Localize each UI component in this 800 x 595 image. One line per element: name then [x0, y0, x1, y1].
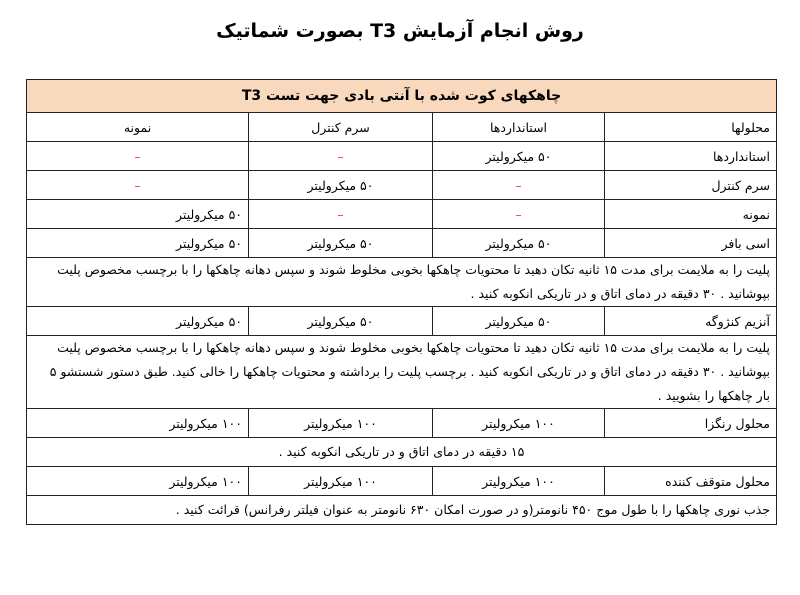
cell-value: ۱۰۰ میکرولیتر	[27, 467, 249, 496]
row-label: اسی بافر	[605, 229, 777, 258]
table-row	[27, 307, 777, 336]
cell-empty: –	[27, 171, 249, 200]
table-header: چاهکهای کوت شده با آنتی بادی جهت تست T3	[27, 80, 777, 113]
col-solutions: محلولها	[605, 113, 777, 142]
cell-value: ۵۰ میکرولیتر	[433, 229, 605, 258]
table-row	[27, 409, 777, 438]
cell-value: ۱۰۰ میکرولیتر	[249, 467, 433, 496]
column-header-row	[27, 113, 777, 142]
instruction-note-2: پلیت را به ملایمت برای مدت ۱۵ ثانیه تکان دهید تا محتویات چاهکها بخوبی مخلوط شوند و سپس دهانه چاهکها را با برچسب مخصوص پلیت بپوشانید . ۳۰ دقیقه در دمای اتاق و در تاریکی انکوبه کنید . برچسب پلیت را برداشته و محتویات چاهکها را خالی کنید. طبق دستور شستشو ۵ بار چاهکها را بشویید .	[27, 336, 777, 409]
note-row	[27, 336, 777, 409]
table-row	[27, 200, 777, 229]
table-row	[27, 467, 777, 496]
cell-value: ۵۰ میکرولیتر	[27, 200, 249, 229]
cell-value: ۱۰۰ میکرولیتر	[249, 409, 433, 438]
cell-empty: –	[249, 200, 433, 229]
instruction-note-1: پلیت را به ملایمت برای مدت ۱۵ ثانیه تکان دهید تا محتویات چاهکها بخوبی مخلوط شوند و سپس دهانه چاهکها را با برچسب مخصوص پلیت بپوشانید . ۳۰ دقیقه در دمای اتاق و در تاریکی انکوبه کنید .	[27, 258, 777, 307]
table-row	[27, 142, 777, 171]
document-title: روش انجام آزمایش T3 بصورت شماتیک	[216, 20, 584, 42]
table-row	[27, 229, 777, 258]
row-label: نمونه	[605, 200, 777, 229]
table-row	[27, 171, 777, 200]
instruction-note-4: جذب نوری چاهکها را با طول موج ۴۵۰ نانومتر(و در صورت امکان ۶۳۰ نانومتر به عنوان فیلتر رفرانس) قرائت کنید .	[27, 496, 777, 525]
row-label: استانداردها	[605, 142, 777, 171]
cell-value: ۱۰۰ میکرولیتر	[27, 409, 249, 438]
cell-empty: –	[249, 142, 433, 171]
table-header-row	[27, 80, 777, 113]
cell-value: ۵۰ میکرولیتر	[27, 307, 249, 336]
note-row	[27, 258, 777, 307]
cell-value: ۵۰ میکرولیتر	[433, 307, 605, 336]
cell-value: ۵۰ میکرولیتر	[27, 229, 249, 258]
cell-value: ۱۰۰ میکرولیتر	[433, 467, 605, 496]
cell-value: ۵۰ میکرولیتر	[249, 171, 433, 200]
note-row	[27, 496, 777, 525]
cell-value: ۱۰۰ میکرولیتر	[433, 409, 605, 438]
cell-value: ۵۰ میکرولیتر	[249, 229, 433, 258]
col-standards: استانداردها	[433, 113, 605, 142]
cell-value: ۵۰ میکرولیتر	[433, 142, 605, 171]
col-control-serum: سرم کنترل	[249, 113, 433, 142]
note-row	[27, 438, 777, 467]
col-sample: نمونه	[27, 113, 249, 142]
cell-empty: –	[27, 142, 249, 171]
row-label: سرم کنترل	[605, 171, 777, 200]
instruction-note-3: ۱۵ دقیقه در دمای اتاق و در تاریکی انکوبه کنید .	[27, 438, 777, 467]
protocol-table	[26, 79, 777, 525]
cell-value: ۵۰ میکرولیتر	[249, 307, 433, 336]
cell-empty: –	[433, 200, 605, 229]
row-label: آنزیم کنژوگه	[605, 307, 777, 336]
cell-empty: –	[433, 171, 605, 200]
row-label: محلول رنگزا	[605, 409, 777, 438]
row-label: محلول متوقف کننده	[605, 467, 777, 496]
